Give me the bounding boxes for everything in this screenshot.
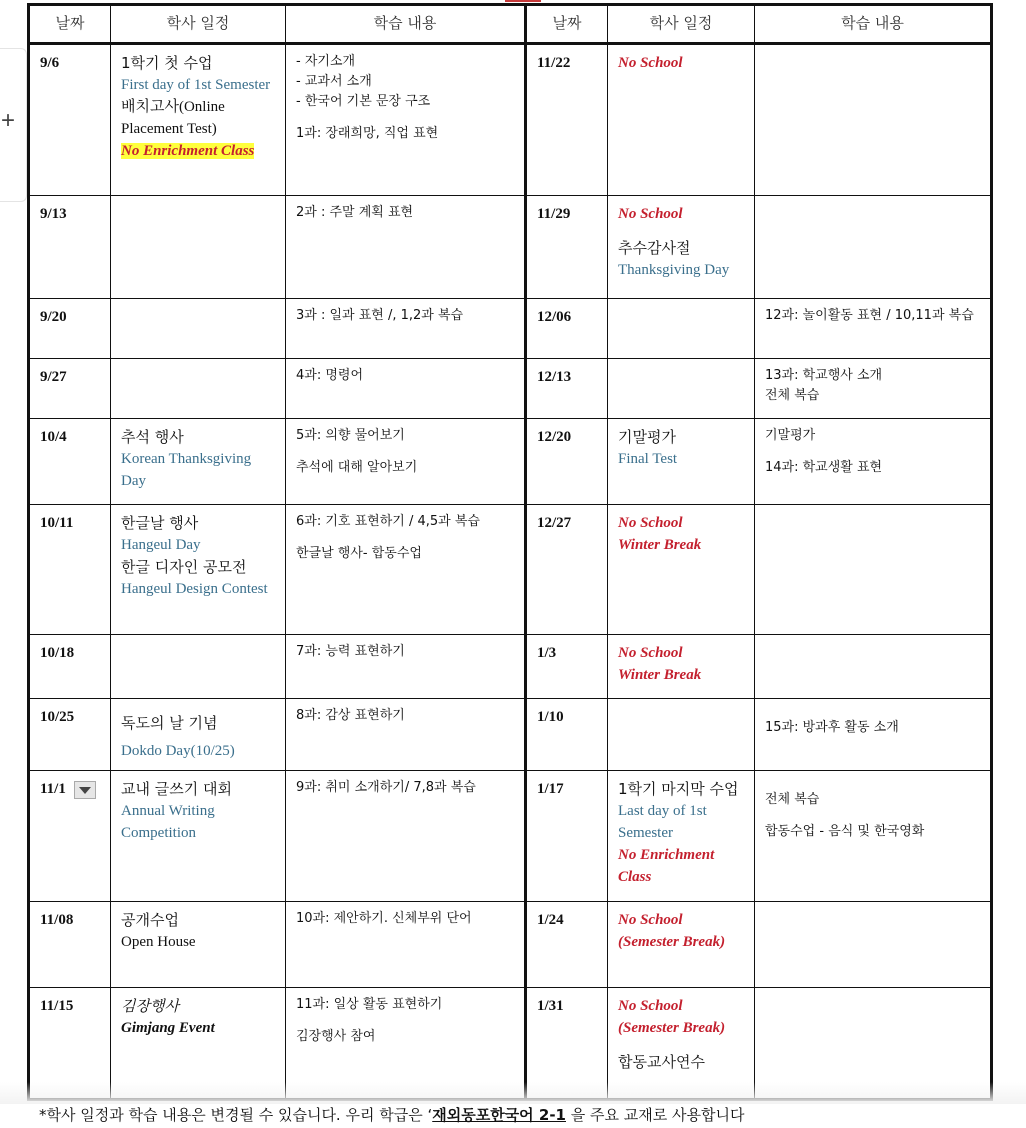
event-text: No Enrichment Class <box>121 143 255 159</box>
events-cell <box>111 699 286 771</box>
event-text: Open House <box>121 934 196 950</box>
spacer <box>296 532 514 544</box>
header-content-left: 학습 내용 <box>286 5 526 44</box>
content-cell <box>286 988 526 1100</box>
event-line <box>618 237 744 259</box>
date-cell <box>526 359 608 419</box>
date-cell <box>29 902 111 988</box>
events-cell <box>608 505 755 635</box>
content-cell <box>286 419 526 505</box>
dropdown-arrow-icon[interactable] <box>74 781 96 799</box>
events-cell <box>111 44 286 196</box>
event-text: 1학기 마지막 수업 <box>618 780 739 798</box>
content-line: 7과: 능력 표현하기 <box>296 644 405 659</box>
content-cell <box>286 299 526 359</box>
spacer <box>765 810 980 822</box>
events-cell <box>111 505 286 635</box>
content-cell <box>286 44 526 196</box>
events-cell <box>111 196 286 299</box>
content-cell <box>755 505 992 635</box>
event-line <box>618 534 744 556</box>
events-cell <box>608 699 755 771</box>
spacer <box>618 1039 744 1051</box>
event-line <box>618 995 744 1017</box>
footer-prefix: *학사 일정과 학습 내용은 변경될 수 있습니다. 우리 학급은 ‘ <box>39 1106 433 1124</box>
date-cell <box>526 771 608 902</box>
content-cell <box>755 635 992 699</box>
table-row <box>29 635 992 699</box>
event-line <box>121 534 275 556</box>
event-text: 1학기 첫 수업 <box>121 54 213 72</box>
events-cell <box>608 635 755 699</box>
header-content-right: 학습 내용 <box>755 5 992 44</box>
event-line <box>121 1017 275 1039</box>
events-cell <box>608 902 755 988</box>
date-cell <box>29 505 111 635</box>
date-cell <box>29 299 111 359</box>
table-row <box>29 44 992 196</box>
table-row <box>29 902 992 988</box>
event-line <box>618 512 744 534</box>
date-text: 12/27 <box>537 515 572 531</box>
event-text: Winter Break <box>618 537 702 553</box>
event-line <box>121 512 275 534</box>
date-text: 11/08 <box>40 912 74 928</box>
event-text: Final Test <box>618 451 678 467</box>
content-cell <box>286 771 526 902</box>
event-line <box>121 140 275 162</box>
content-line: 기말평가 <box>765 428 816 443</box>
event-text: First day of 1st Semester <box>121 77 271 93</box>
event-line <box>121 740 275 762</box>
event-line <box>618 800 744 844</box>
footer-suffix: 을 주요 교재로 사용합니다 <box>566 1106 745 1124</box>
date-text: 12/06 <box>537 309 572 325</box>
content-cell <box>286 359 526 419</box>
event-text: 교내 글쓰기 대회 <box>121 780 232 798</box>
event-text: (Semester Break) <box>618 1020 726 1036</box>
content-line: - 자기소개 <box>296 54 356 69</box>
date-text: 10/25 <box>40 709 75 725</box>
spacer <box>618 225 744 237</box>
content-line: 김장행사 참여 <box>296 1029 376 1044</box>
event-line <box>618 259 744 281</box>
content-line: 전체 복습 <box>765 388 820 403</box>
date-text: 12/20 <box>537 429 572 445</box>
spacer <box>296 1015 514 1027</box>
event-line <box>618 642 744 664</box>
event-text: 한글날 행사 <box>121 514 199 532</box>
event-line <box>121 448 275 492</box>
content-cell <box>755 299 992 359</box>
plus-icon: + <box>1 107 16 134</box>
table-row <box>29 196 992 299</box>
event-text: 합동교사연수 <box>618 1053 705 1071</box>
content-cell <box>755 699 992 771</box>
event-line <box>121 931 275 953</box>
content-line: 10과: 제안하기. 신체부위 단어 <box>296 911 472 926</box>
content-cell <box>755 196 992 299</box>
event-line <box>121 74 275 96</box>
event-line <box>121 578 275 600</box>
event-text: Last day of 1st Semester <box>618 803 707 841</box>
events-cell <box>608 771 755 902</box>
events-cell <box>608 299 755 359</box>
date-cell <box>29 419 111 505</box>
content-line: 한글날 행사- 합동수업 <box>296 546 422 561</box>
content-cell <box>755 771 992 902</box>
date-text: 11/1 <box>40 781 66 797</box>
content-line: 14과: 학교생활 표현 <box>765 460 883 475</box>
date-cell <box>29 988 111 1100</box>
event-text: Thanksgiving Day <box>618 262 730 278</box>
content-line: 1과: 장래희망, 직업 표현 <box>296 126 439 141</box>
table-header-row <box>29 5 992 44</box>
table-row <box>29 988 992 1100</box>
events-cell <box>608 419 755 505</box>
date-text: 1/31 <box>537 998 564 1014</box>
content-line: 5과: 의향 물어보기 <box>296 428 405 443</box>
table-row <box>29 359 992 419</box>
events-cell <box>111 771 286 902</box>
event-text: 공개수업 <box>121 911 179 929</box>
content-line: 합동수업 - 음식 및 한국영화 <box>765 824 925 839</box>
event-text: Winter Break <box>618 667 702 683</box>
date-cell <box>29 44 111 196</box>
content-line: 2과 : 주말 계획 표현 <box>296 205 414 220</box>
events-cell <box>608 44 755 196</box>
event-text: No Enrichment Class <box>618 847 715 885</box>
date-cell <box>526 44 608 196</box>
events-cell <box>608 196 755 299</box>
date-cell <box>526 299 608 359</box>
date-cell <box>29 635 111 699</box>
content-line: - 한국어 기본 문장 구조 <box>296 94 431 109</box>
header-date-right: 날짜 <box>526 5 608 44</box>
event-line <box>618 1051 744 1073</box>
content-cell <box>755 44 992 196</box>
spacer <box>765 706 980 718</box>
date-text: 11/29 <box>537 206 571 222</box>
events-cell <box>111 902 286 988</box>
event-text: Gimjang Event <box>121 1020 215 1036</box>
date-text: 10/4 <box>40 429 67 445</box>
date-cell <box>526 902 608 988</box>
event-line <box>121 712 275 734</box>
events-cell <box>111 635 286 699</box>
event-text: No School <box>618 998 683 1014</box>
content-line: 추석에 대해 알아보기 <box>296 460 418 475</box>
date-cell <box>526 505 608 635</box>
schedule-table <box>27 3 993 1101</box>
date-cell <box>29 359 111 419</box>
spacer <box>765 778 980 790</box>
event-line <box>618 203 744 225</box>
header-date-left: 날짜 <box>29 5 111 44</box>
events-cell <box>608 359 755 419</box>
content-cell <box>286 902 526 988</box>
event-text: 기말평가 <box>618 428 676 446</box>
content-cell <box>755 359 992 419</box>
header-events-right: 학사 일정 <box>608 5 755 44</box>
content-line: 전체 복습 <box>765 792 820 807</box>
date-text: 9/27 <box>40 369 67 385</box>
table-row <box>29 299 992 359</box>
date-cell <box>526 699 608 771</box>
add-block-button[interactable] <box>0 48 27 202</box>
date-cell <box>29 771 111 902</box>
content-line: 13과: 학교행사 소개 <box>765 368 883 383</box>
content-line: 3과 : 일과 표현 /, 1,2과 복습 <box>296 308 464 323</box>
event-line <box>618 931 744 953</box>
event-line <box>121 426 275 448</box>
date-cell <box>526 419 608 505</box>
textbook-name: 재외동포한국어 2-1 <box>432 1106 566 1124</box>
event-text: 배치고사(Online Placement Test) <box>121 99 225 137</box>
event-line <box>121 800 275 844</box>
date-text: 1/24 <box>537 912 564 928</box>
events-cell <box>608 988 755 1100</box>
date-text: 11/15 <box>40 998 74 1014</box>
content-line: 12과: 놀이활동 표현 / 10,11과 복습 <box>765 308 974 323</box>
event-text: Annual Writing Competition <box>121 803 215 841</box>
event-line <box>618 844 744 888</box>
event-text: Hangeul Day <box>121 537 201 553</box>
table-row <box>29 771 992 902</box>
date-text: 10/11 <box>40 515 74 531</box>
event-text: Korean Thanksgiving Day <box>121 451 252 489</box>
event-line <box>618 52 744 74</box>
date-cell <box>526 196 608 299</box>
date-cell <box>29 699 111 771</box>
spelling-underline <box>505 0 541 2</box>
content-line: 11과: 일상 활동 표현하기 <box>296 997 443 1012</box>
content-cell <box>286 505 526 635</box>
footer-note <box>39 1104 744 1125</box>
date-cell <box>526 988 608 1100</box>
events-cell <box>111 988 286 1100</box>
date-text: 10/18 <box>40 645 75 661</box>
table-row <box>29 699 992 771</box>
spacer <box>296 112 514 124</box>
content-line: 15과: 방과후 활동 소개 <box>765 720 899 735</box>
event-text: 김장행사 <box>121 997 179 1015</box>
event-line <box>618 909 744 931</box>
event-text: 한글 디자인 공모전 <box>121 558 247 576</box>
header-events-left: 학사 일정 <box>111 5 286 44</box>
content-cell <box>755 902 992 988</box>
event-line <box>121 556 275 578</box>
event-line <box>618 1017 744 1039</box>
event-line <box>618 426 744 448</box>
events-cell <box>111 419 286 505</box>
content-cell <box>286 699 526 771</box>
content-cell <box>755 988 992 1100</box>
date-text: 1/17 <box>537 781 564 797</box>
event-text: No School <box>618 206 683 222</box>
event-line <box>618 778 744 800</box>
content-line: 4과: 명령어 <box>296 368 364 383</box>
event-text: No School <box>618 912 683 928</box>
date-text: 11/22 <box>537 55 571 71</box>
date-cell <box>526 635 608 699</box>
event-line <box>121 96 275 140</box>
content-cell <box>755 419 992 505</box>
date-text: 9/13 <box>40 206 67 222</box>
spacer <box>765 446 980 458</box>
event-line <box>121 995 275 1017</box>
content-line: 9과: 취미 소개하기/ 7,8과 복습 <box>296 780 476 795</box>
event-text: Hangeul Design Contest <box>121 581 268 597</box>
content-cell <box>286 635 526 699</box>
date-text: 1/10 <box>537 709 564 725</box>
event-text: No School <box>618 515 683 531</box>
event-text: 추수감사절 <box>618 239 691 257</box>
event-line <box>121 909 275 931</box>
event-line <box>618 448 744 470</box>
content-line: - 교과서 소개 <box>296 74 372 89</box>
event-text: 독도의 날 기념 <box>121 714 218 732</box>
content-cell <box>286 196 526 299</box>
date-text: 9/20 <box>40 309 67 325</box>
content-line: 6과: 기호 표현하기 / 4,5과 복습 <box>296 514 480 529</box>
date-text: 1/3 <box>537 645 557 661</box>
event-text: Dokdo Day(10/25) <box>121 743 235 759</box>
event-line <box>618 664 744 686</box>
date-text: 9/6 <box>40 55 60 71</box>
spacer <box>296 446 514 458</box>
event-text: 추석 행사 <box>121 428 184 446</box>
event-text: (Semester Break) <box>618 934 726 950</box>
event-line <box>121 52 275 74</box>
date-text: 12/13 <box>537 369 572 385</box>
event-text: No School <box>618 55 683 71</box>
events-cell <box>111 359 286 419</box>
table-row <box>29 505 992 635</box>
date-cell <box>29 196 111 299</box>
event-line <box>121 778 275 800</box>
events-cell <box>111 299 286 359</box>
event-text: No School <box>618 645 683 661</box>
table-row <box>29 419 992 505</box>
content-line: 8과: 감상 표현하기 <box>296 708 405 723</box>
